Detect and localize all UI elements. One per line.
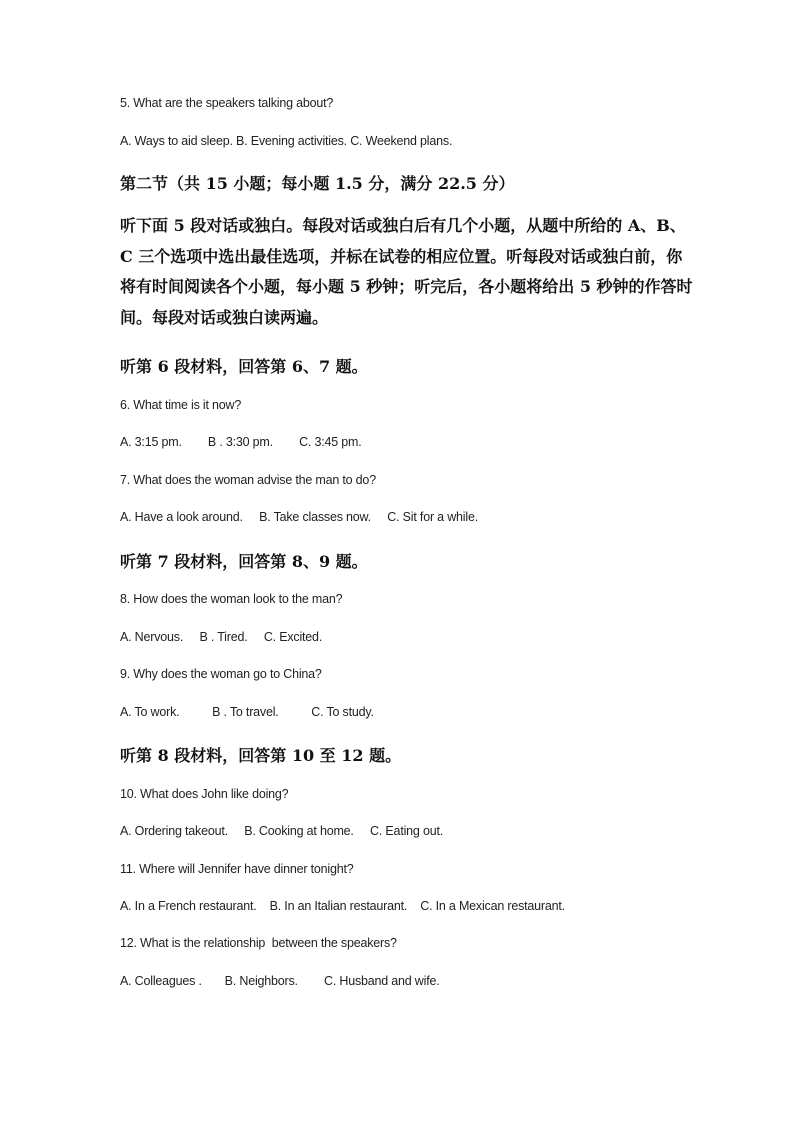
q8-question: 8. How does the woman look to the man?	[120, 592, 343, 606]
material8-heading: 听第 8 段材料，回答第 10 至 12 题。	[120, 746, 402, 765]
q6-question: 6. What time is it now?	[120, 398, 242, 412]
section2-title: 第二节（共 15 小题；每小题 1.5 分，满分 22.5 分）	[120, 174, 515, 193]
q9-options: A. To work. B . To travel. C. To study.	[120, 705, 374, 719]
section2-instructions: 听下面 5 段对话或独白。每段对话或独白后有几个小题，从题中所给的 A、B、C 三个选项中选出最佳选项，并标在试卷的相应位置。听每段对话或独白前，你将有时间阅读各个小题，每小题 5 秒钟；听完后，各小题将给出 5 秒钟的作答时间。每段对话或独白读两遍。	[120, 216, 693, 327]
q10-options: A. Ordering takeout. B. Cooking at home. C. Eating out.	[120, 824, 443, 838]
material6-heading: 听第 6 段材料，回答第 6、7 题。	[120, 357, 368, 376]
q7-question: 7. What does the woman advise the man to do?	[120, 473, 376, 487]
q9-question: 9. Why does the woman go to China?	[120, 667, 322, 681]
q5-question: 5. What are the speakers talking about?	[120, 96, 334, 110]
q10-question: 10. What does John like doing?	[120, 787, 289, 801]
q6-options: A. 3:15 pm. B . 3:30 pm. C. 3:45 pm.	[120, 435, 362, 449]
q5-options: A. Ways to aid sleep. B. Evening activities. C. Weekend plans.	[120, 134, 453, 148]
q12-question: 12. What is the relationship between the speakers?	[120, 936, 397, 950]
material7-heading: 听第 7 段材料，回答第 8、9 题。	[120, 552, 368, 571]
q11-options: A. In a French restaurant. B. In an Italian restaurant. C. In a Mexican restaurant.	[120, 899, 565, 913]
q11-question: 11. Where will Jennifer have dinner tonight?	[120, 862, 354, 876]
q7-options: A. Have a look around. B. Take classes now. C. Sit for a while.	[120, 510, 478, 524]
q8-options: A. Nervous. B . Tired. C. Excited.	[120, 630, 323, 644]
q12-options: A. Colleagues . B. Neighbors. C. Husband and wife.	[120, 974, 440, 988]
